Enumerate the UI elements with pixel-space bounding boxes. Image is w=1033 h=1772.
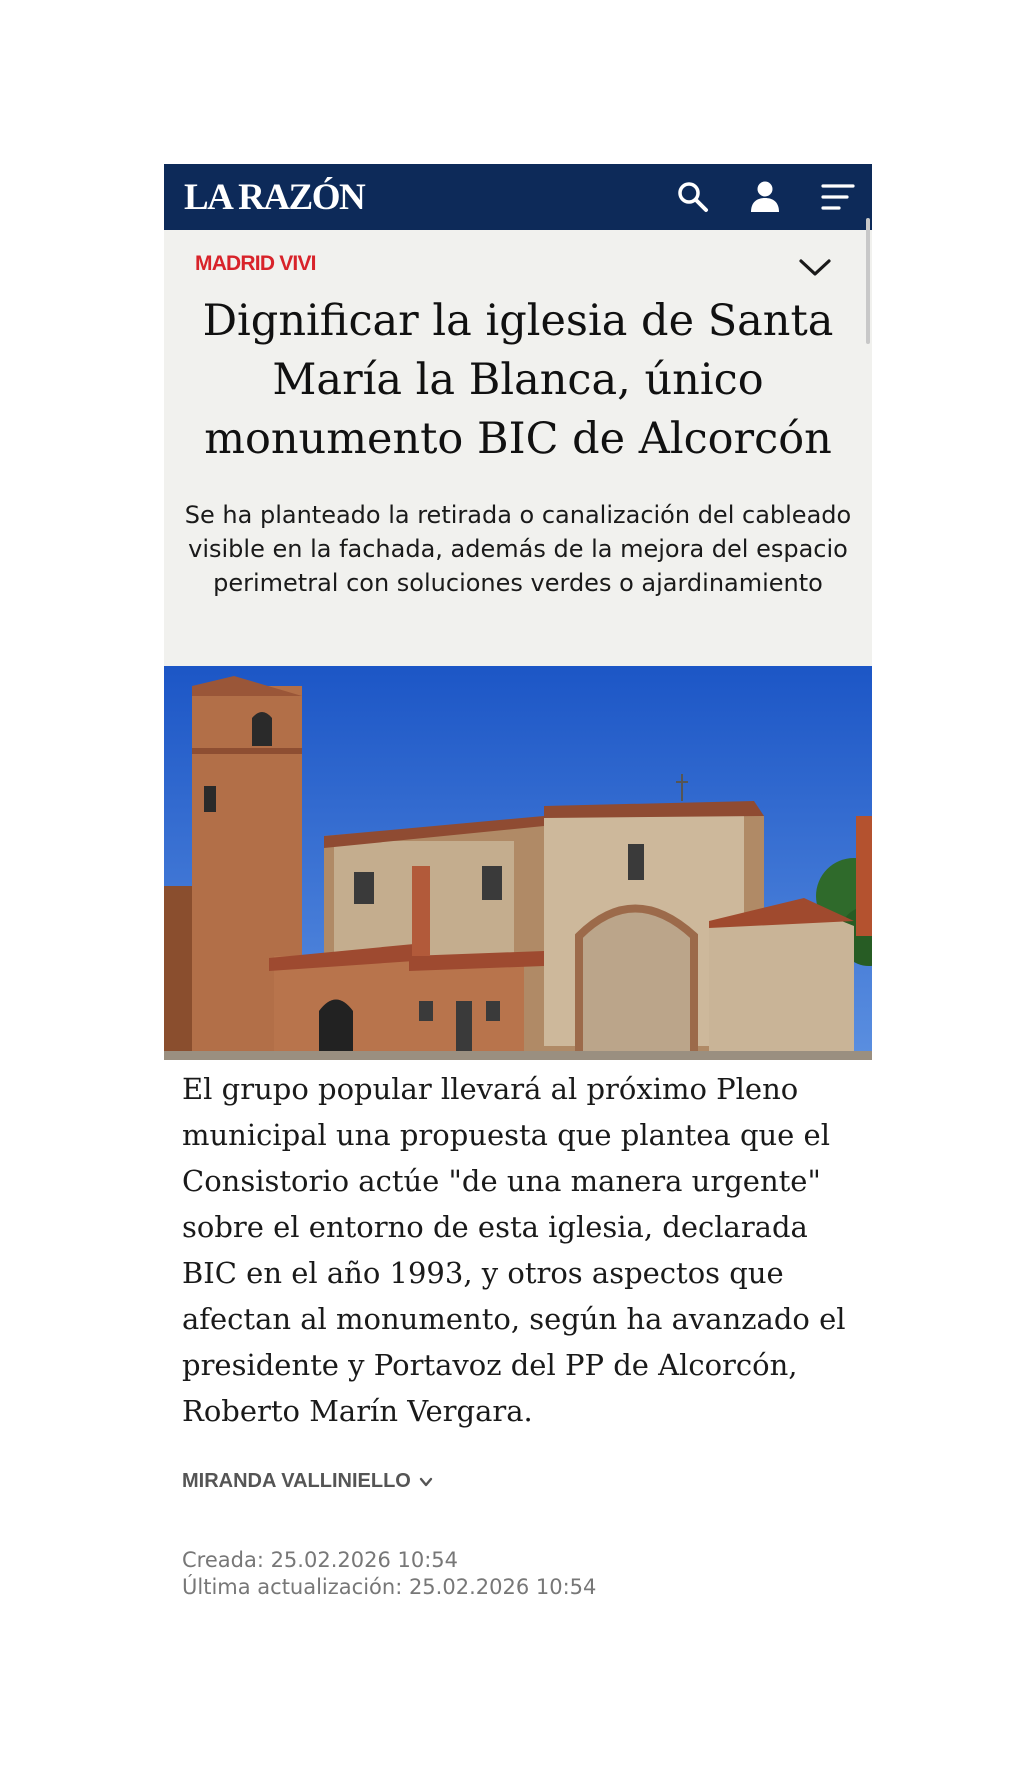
- chevron-down-icon[interactable]: [796, 252, 834, 282]
- article-headline: Dignificar la iglesia de Santa María la Blanca, único monumento BIC de Alcorcón: [202, 296, 834, 464]
- church-photo: [164, 666, 872, 1060]
- created-date: Creada: 25.02.2026 10:54: [182, 1548, 459, 1572]
- article-body: El grupo popular llevará al próximo Pleno municipal una propuesta que plantea que el Consistorio actúe "de una manera urgente" sobre el entorno de esta iglesia, declarada BIC en el año 1993, y otros aspectos que afectan al monumento, según ha avanzado el presidente y Portavoz del PP de Alcorcón, Roberto Marín Vergara.: [182, 1072, 846, 1428]
- section-label[interactable]: MADRID VIVI: [195, 252, 316, 275]
- article-subheadline: Se ha planteado la retirada o canalización del cableado visible en la fachada, además de la mejora del espacio perimetral con soluciones verdes o ajardinamiento: [184, 501, 852, 597]
- article-intro: [164, 230, 872, 666]
- author-name: MIRANDA VALLINIELLO: [182, 1470, 411, 1492]
- author-button[interactable]: [164, 1470, 872, 1493]
- updated-date: Última actualización: 25.02.2026 10:54: [182, 1575, 597, 1599]
- menu-icon[interactable]: [819, 178, 857, 216]
- article-dates: [164, 1547, 872, 1601]
- user-icon[interactable]: [746, 178, 784, 216]
- chevron-down-icon: [419, 1475, 433, 1489]
- site-logo[interactable]: LA RAZÓN: [184, 177, 365, 218]
- site-header: [164, 164, 872, 230]
- search-icon[interactable]: [674, 178, 712, 216]
- scrollbar-thumb[interactable]: [866, 218, 870, 344]
- article-page: [164, 164, 872, 1601]
